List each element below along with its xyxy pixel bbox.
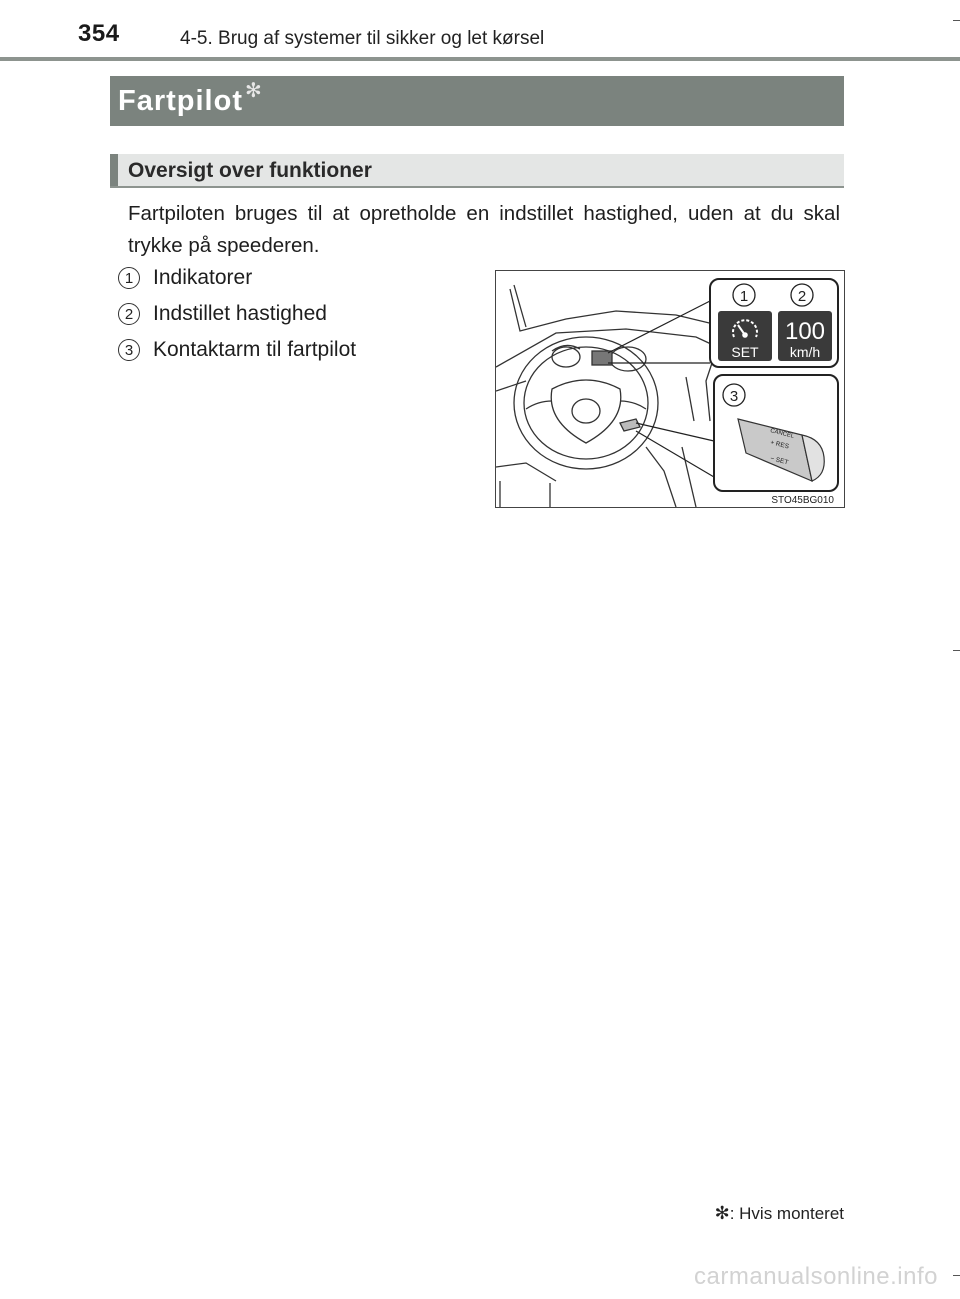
- section-heading: Oversigt over funktioner: [128, 159, 372, 182]
- section-heading-bar: [110, 154, 118, 186]
- legend-label: Indikatorer: [153, 266, 253, 289]
- dashboard-drawing: [496, 285, 726, 507]
- callout-1: 1: [739, 288, 749, 305]
- running-head: 4-5. Brug af systemer til sikker og let kørsel: [180, 28, 545, 49]
- callout-2: 2: [797, 288, 807, 305]
- page-title: Fartpilot: [118, 84, 243, 117]
- legend-item-3: [118, 338, 356, 362]
- intro-paragraph: Fartpiloten bruges til at opretholde en indstillet hastighed, uden at du skal trykke på speederen.: [128, 202, 840, 257]
- crop-mark: [953, 650, 960, 651]
- legend-item-2: [118, 302, 327, 326]
- legend-number-badge: 2: [118, 303, 140, 325]
- header-rule: [0, 57, 960, 61]
- crop-mark: [953, 20, 960, 21]
- footnote-mark: ✻: [714, 1203, 730, 1223]
- callout-3: 3: [729, 388, 739, 405]
- legend-number-badge: 3: [118, 339, 140, 361]
- set-speed-unit: km/h: [789, 344, 821, 360]
- crop-mark: [953, 1275, 960, 1276]
- legend-number-badge: 1: [118, 267, 140, 289]
- section-heading-band: [110, 154, 844, 188]
- indicator-set-text: SET: [731, 344, 759, 360]
- lever-label-res: + RES: [769, 439, 790, 451]
- legend-label: Indstillet hastighed: [153, 302, 327, 325]
- lever-label-set: − SET: [769, 455, 789, 467]
- title-band: [110, 76, 844, 126]
- illustration-code: STO45BG010: [771, 495, 834, 506]
- legend-item-1: [118, 266, 252, 290]
- footnote-text: : Hvis monteret: [729, 1204, 844, 1223]
- page-number: 354: [78, 20, 120, 47]
- watermark: carmanualsonline.info: [694, 1263, 938, 1290]
- lever-label-cancel: CANCEL: [769, 428, 795, 440]
- optional-equipment-mark: ✻: [245, 79, 262, 102]
- legend-label: Kontaktarm til fartpilot: [153, 338, 357, 361]
- cruise-control-illustration: [495, 270, 845, 508]
- footnote: [715, 1203, 844, 1224]
- set-speed-value: 100: [784, 318, 826, 345]
